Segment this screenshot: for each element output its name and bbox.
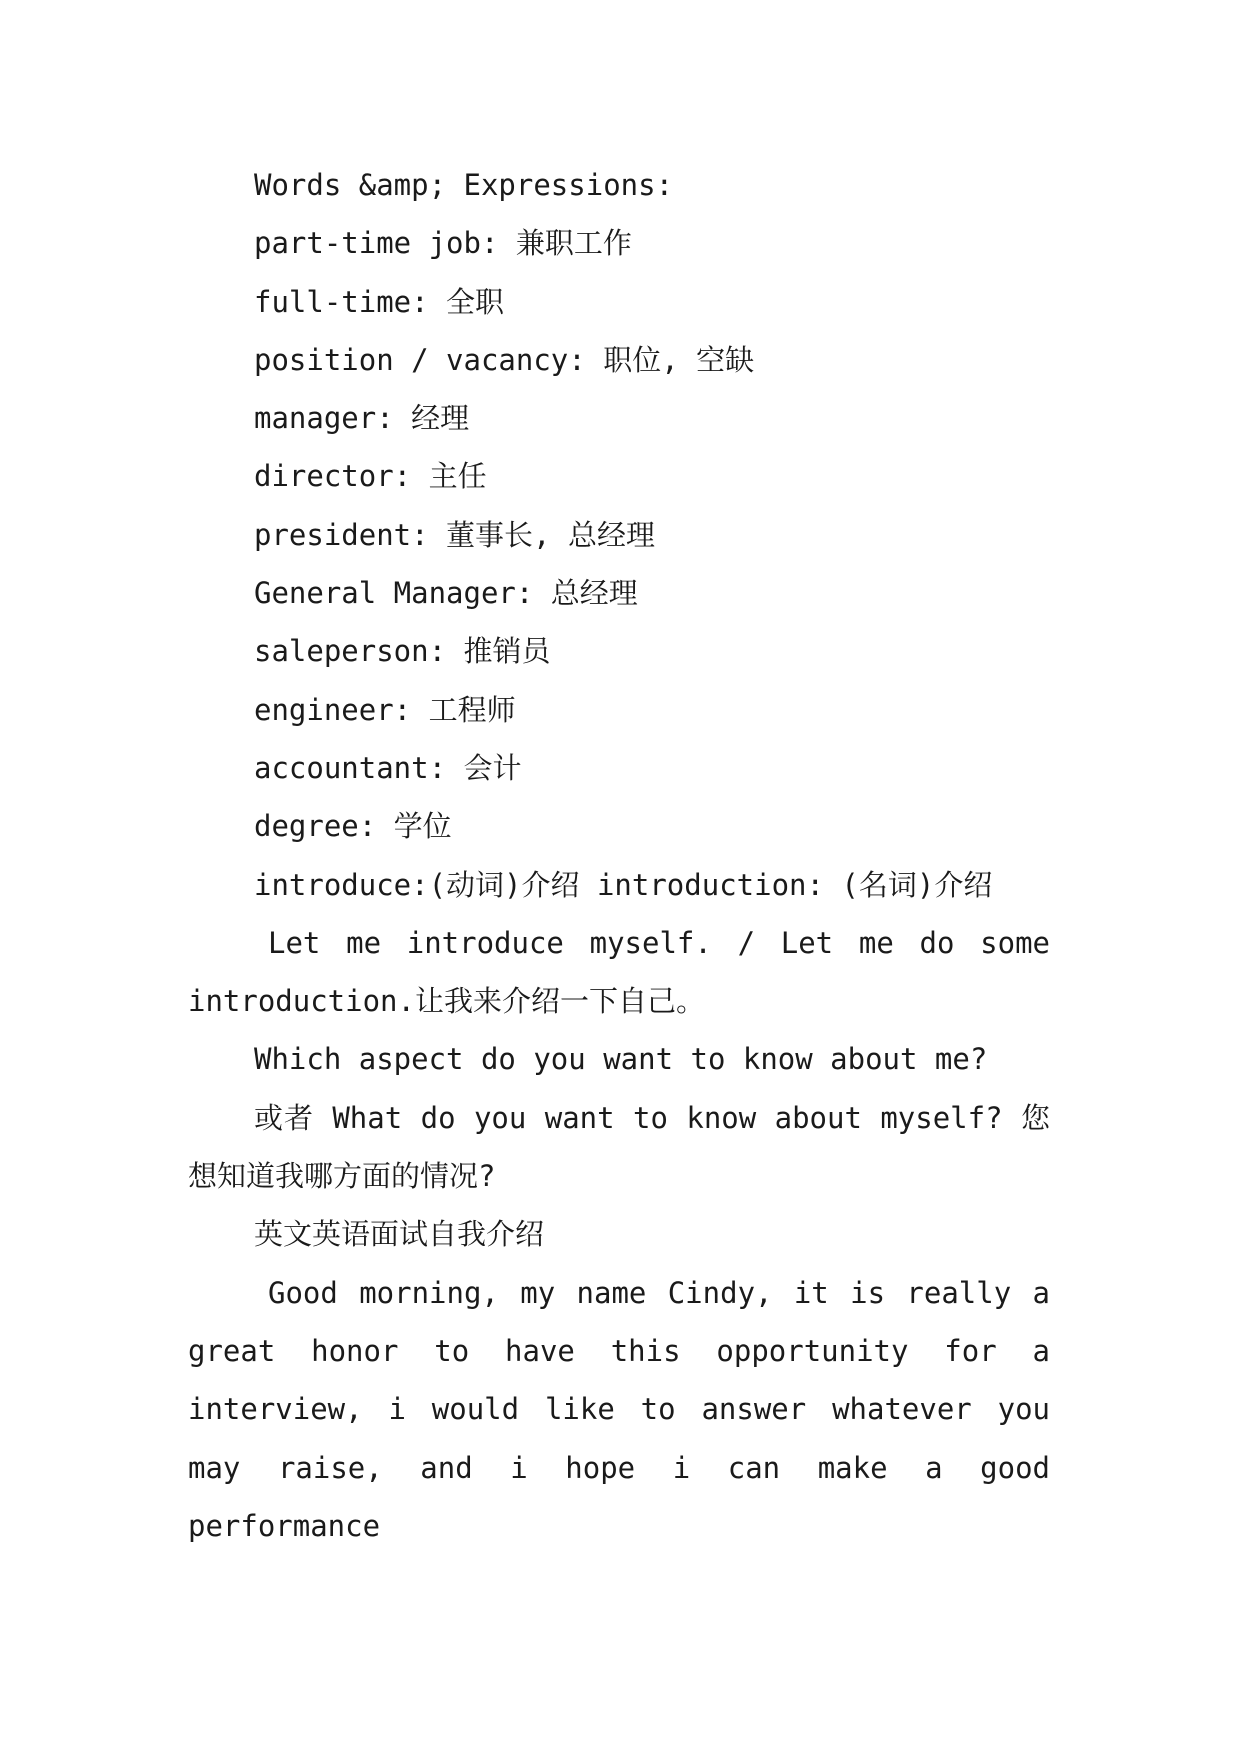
vocab-item: full-time: 全职	[254, 284, 505, 319]
vocab-item: degree: 学位	[254, 809, 452, 844]
vocab-item: director: 主任	[254, 459, 487, 494]
vocab-item: General Manager: 总经理	[254, 576, 638, 611]
document-page	[188, 156, 1050, 1555]
introduce-paragraph: introduce:(动词)介绍 introduction: (名词)介绍	[254, 867, 993, 902]
vocab-item: saleperson: 推销员	[254, 634, 551, 669]
vocab-heading: Words &amp; Expressions:	[254, 168, 674, 202]
vocab-item: president: 董事长, 总经理	[254, 517, 655, 552]
vocab-item: part-time job: 兼职工作	[254, 226, 632, 261]
good-morning-paragraph: Good morning, my name Cindy, it is really a great honor to have this opportunity for a interview, i would like to answer whatever you may raise, and i hope i can make a good performance	[188, 1275, 1050, 1543]
vocab-item: manager: 经理	[254, 401, 470, 436]
which-aspect-line: Which aspect do you want to know about me?	[254, 1042, 988, 1077]
vocab-item: engineer: 工程师	[254, 692, 516, 727]
section-title: 英文英语面试自我介绍	[254, 1217, 545, 1252]
or-what-paragraph: 或者 What do you want to know about myself? 您想知道我哪方面的情况?	[188, 1100, 1050, 1194]
vocab-item: accountant: 会计	[254, 750, 522, 785]
vocab-item: position / vacancy: 职位, 空缺	[254, 342, 755, 377]
let-me-paragraph: Let me introduce myself. / Let me do some introduction.让我来介绍一下自己。	[188, 925, 1050, 1019]
